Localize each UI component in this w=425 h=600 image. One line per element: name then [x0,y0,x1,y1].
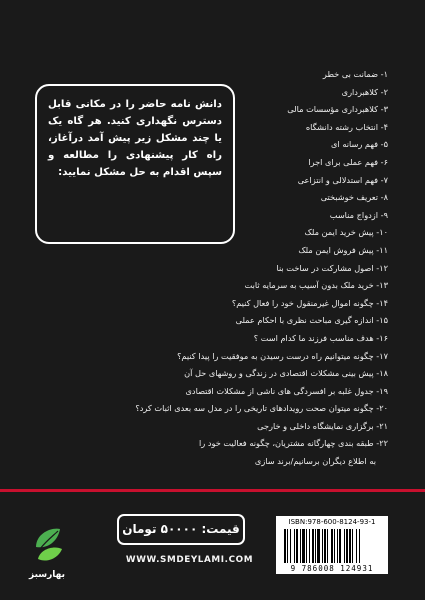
toc-item: ۱۶- هدف مناسب فرزند ما کدام است ؟ [253,332,388,343]
toc-item: ۲- کلاهبرداری [341,86,388,97]
toc-item: ۱۸- پیش بینی مشکلات اقتصادی در زندگی و روشهای حل آن [184,368,388,379]
publisher-name: بهارسبز [28,570,65,580]
toc-item: ۵- فهم رسانه ای [331,139,388,150]
toc-item [128,435,388,470]
toc-item: ۱۴- چگونه اموال غیرمنقول خود را فعال کنیم؟ [231,297,388,308]
toc-item: ۷- فهم استدلالی و انتزاعی [297,174,388,185]
toc-item: ۲۰- چگونه میتوان صحت رویدادهای تاریخی را در مدل سه بعدی اثبات کرد؟ [135,403,388,414]
toc-item: ۱- ضمانت بی خطر [322,69,388,79]
toc-item: ۱۵- اندازه گیری مباحث نظری با احکام عملی [235,315,388,326]
barcode-number: 9 786008 124931 [290,564,374,573]
toc-item: ۱۱- پیش فروش ایمن ملک [298,244,388,255]
toc-item: ۳- کلاهبرداری مؤسسات مالی [287,104,388,115]
toc-item-line: ۲۲- طبقه بندی چهارگانه مشتریان، چگونه فعالیت خود را [198,438,388,449]
toc-item: ۴- انتخاب رشته دانشگاه [305,121,388,132]
toc-item: ۲۱- برگزاری نمایشگاه داخلی و خارجی [257,420,388,431]
toc-item: ۱۳- خرید ملک بدون آسیب به سرمایه ثابت [244,280,388,291]
website-url: WWW.SMDEYLAMI.COM [125,555,254,565]
toc-item: ۱۰- پیش خرید ایمن ملک [304,227,388,238]
table-of-contents [128,66,388,471]
price-label: قیمت: ۵۰۰۰۰ تومان [117,514,245,545]
toc-item: ۱۹- جدول غلبه بر افسردگی های ناشی از مشکلات اقتصادی [185,385,388,396]
barcode-icon [282,529,382,563]
toc-item: ۹- ازدواج مناسب [329,209,388,220]
toc-item: ۶- فهم عملی برای اجرا [308,156,388,167]
toc-item-continuation: به اطلاع دیگران برسانیم/برند سازی [254,456,376,467]
intro-box: دانش نامه حاضر را در مکانی قابل دسترس نگهداری کنید. هر گاه یک یا چند مشکل زیر پیش آمد درآغاز، راه کار پیشنهادی را مطالعه و سپس اقدام به حل مشکل نمایید: [35,84,235,244]
publisher-logo-icon [28,519,68,569]
toc-item: ۱۷- چگونه میتوانیم راه درست رسیدن به موفقیت را پیدا کنیم؟ [177,350,388,361]
toc-item: ۸- تعریف خوشبختی [320,192,388,203]
isbn-text: ISBN:978-600-8124-93-1 [288,518,376,526]
barcode-block [276,516,388,574]
toc-item: ۱۲- اصول مشارکت در ساخت بنا [276,262,388,273]
red-divider-line [0,489,425,492]
